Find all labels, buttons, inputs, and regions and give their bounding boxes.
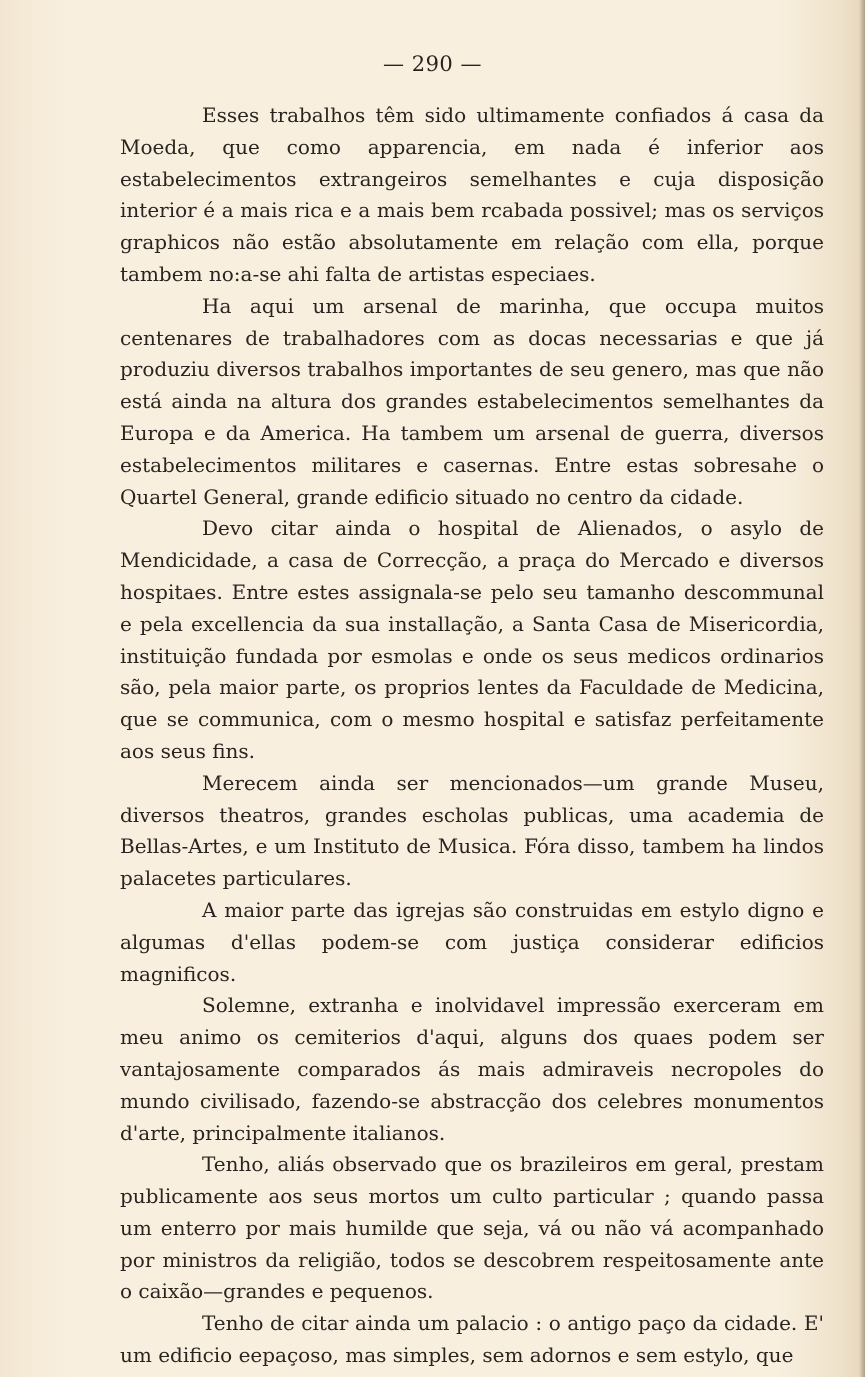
paragraph: Ha aqui um arsenal de marinha, que occupa muitos centenares de trabalhadores com as docas necessarias e que já produziu diversos trabalhos importantes de seu genero, mas que não está ainda na altura dos grandes estabelecimentos semelhantes da Europa e da America. Ha tambem um arsenal de guerra, diversos estabelecimentos militares e casernas. Entre estas sobresahe o Quartel General, grande edificio situado no centro da cidade.: [120, 293, 824, 509]
paragraph: Solemne, extranha e inolvidavel impressão exerceram em meu animo os cemiterios d'aqui, alguns dos quaes podem ser vantajosamente comparados ás mais admiraveis necropoles do mundo civilisado, fazendo-se abstracção dos celebres monumentos d'arte, principalmente italianos.: [120, 993, 824, 1145]
paragraph: A maior parte das igrejas são construidas em estylo digno e algumas d'ellas podem-se com justiça considerar edificios magnificos.: [120, 897, 824, 986]
paragraph: Esses trabalhos têm sido ultimamente confiados á casa da Moeda, que como apparencia, em nada é inferior aos estabelecimentos extrangeiros semelhantes e cuja disposição interior é a mais rica e a mais bem rcabada possivel; mas os serviços graphicos não estão absolutamente em relação com ella, porque tambem no:a-se ahi falta de artistas especiaes.: [120, 103, 824, 286]
page-edge-shadow: [859, 0, 865, 1377]
page-number: — 290 —: [383, 52, 482, 76]
paragraph: Tenho, aliás observado que os brazileiros em geral, prestam publicamente aos seus mortos um culto particular ; quando passa um enterro por mais humilde que seja, vá ou não vá acompanhado por ministros da religião, todos se descobrem respeitosamente ante o caixão—grandes e pequenos.: [120, 1152, 824, 1304]
paragraph: Devo citar ainda o hospital de Alienados, o asylo de Mendicidade, a casa de Correcção, a praça do Mercado e diversos hospitaes. Entre estes assignala-se pelo seu tamanho descommunal e pela excellencia da sua installação, a Santa Casa de Misericordia, instituição fundada por esmolas e onde os seus medicos ordinarios são, pela maior parte, os proprios lentes da Faculdade de Medicina, que se communica, com o mesmo hospital e satisfaz perfeitamente aos seus fins.: [120, 516, 824, 763]
page-text: [120, 100, 824, 1372]
paragraph: Tenho de citar ainda um palacio : o antigo paço da cidade. E' um edificio eepaçoso, mas simples, sem adornos e sem estylo, que: [120, 1311, 824, 1368]
paragraph: Merecem ainda ser mencionados—um grande Museu, diversos theatros, grandes escholas publicas, uma academia de Bellas-Artes, e um Instituto de Musica. Fóra disso, tambem ha lindos palacetes particulares.: [120, 770, 824, 891]
